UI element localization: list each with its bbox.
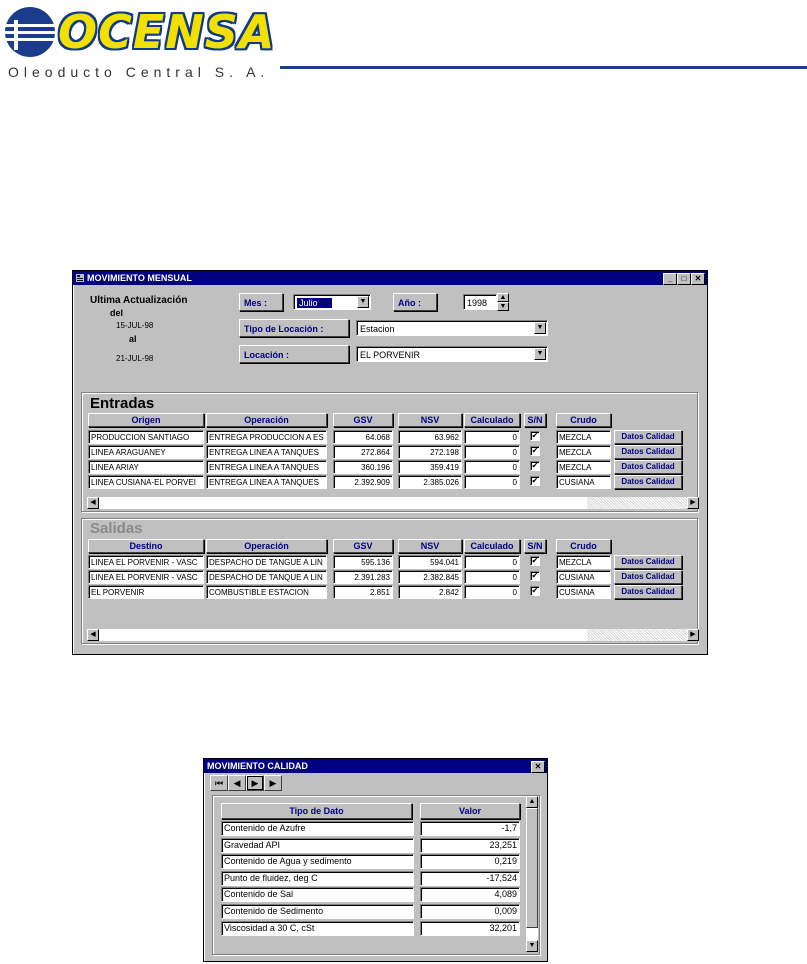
mes-select[interactable] [293, 294, 371, 310]
column-header[interactable]: Operación [206, 539, 327, 553]
salidas-title: Salidas [90, 520, 143, 537]
close-button[interactable]: ✕ [691, 273, 705, 285]
scroll-right-icon[interactable]: ▶ [687, 497, 699, 509]
quality-type-cell[interactable]: Gravedad API [221, 838, 414, 853]
table-cell-nsv[interactable]: 594.041 [398, 555, 462, 569]
table-cell-a[interactable]: LINEA EL PORVENIR - VASC [88, 570, 204, 584]
sn-checkbox[interactable]: ✔ [531, 461, 539, 470]
locacion-select[interactable] [356, 346, 548, 362]
scroll-thumb[interactable] [587, 497, 687, 509]
table-cell-a[interactable]: EL PORVENIR [88, 585, 204, 599]
table-cell-calc[interactable]: 0 [464, 475, 520, 489]
first-record-icon[interactable]: ⏮ [210, 775, 228, 791]
column-header-valor[interactable]: Valor [420, 803, 520, 819]
table-cell-calc[interactable]: 0 [464, 430, 520, 444]
maximize-button[interactable]: □ [677, 273, 691, 285]
ultima-actualizacion-label: Ultima Actualización [90, 295, 188, 306]
quality-type-cell[interactable]: Contenido de Agua y sedimento [221, 854, 414, 869]
ocensa-globe-logo [4, 6, 56, 58]
table-cell-calc[interactable]: 0 [464, 460, 520, 474]
sn-checkbox[interactable]: ✔ [531, 556, 539, 565]
table-cell-gsv[interactable]: 64.068 [333, 430, 393, 444]
scroll-right-icon[interactable]: ▶ [687, 629, 699, 641]
table-cell-a[interactable]: LINEA ARIAY [88, 460, 204, 474]
column-header[interactable]: Destino [88, 539, 204, 553]
table-cell-gsv[interactable]: 2.851 [333, 585, 393, 599]
table-cell-b[interactable]: ENTREGA PRODUCCION A ES [206, 430, 327, 444]
spin-up-icon[interactable]: ▲ [497, 293, 509, 302]
table-cell-b[interactable]: ENTREGA LINEA A TANQUES [206, 475, 327, 489]
column-header[interactable]: Calculado [464, 539, 520, 553]
mes-label: Mes : [239, 293, 283, 311]
anio-input[interactable]: 1998 [463, 294, 497, 310]
quality-value-cell[interactable]: 32,201 [420, 921, 520, 936]
column-header[interactable]: GSV [333, 539, 393, 553]
minimize-button[interactable]: _ [663, 273, 677, 285]
form-icon [76, 274, 84, 282]
sn-checkbox[interactable]: ✔ [531, 571, 539, 580]
table-cell-calc[interactable]: 0 [464, 445, 520, 459]
datos-calidad-button[interactable]: Datos Calidad [614, 445, 682, 459]
record-navigator [210, 775, 310, 791]
calidad-vscrollbar[interactable] [526, 796, 538, 952]
quality-value-cell[interactable]: 0,009 [420, 904, 520, 919]
datos-calidad-button[interactable]: Datos Calidad [614, 460, 682, 474]
next-record-icon[interactable]: ▶ [246, 775, 264, 791]
column-header[interactable]: S/N [524, 413, 546, 427]
quality-value-cell[interactable]: -17,524 [420, 871, 520, 886]
table-cell-crudo[interactable]: CUSIANA [556, 570, 611, 584]
table-cell-crudo[interactable]: MEZCLA [556, 430, 611, 444]
table-cell-b[interactable]: COMBUSTIBLE ESTACION [206, 585, 327, 599]
quality-type-cell[interactable]: Contenido de Sal [221, 887, 414, 902]
column-header-tipo[interactable]: Tipo de Dato [221, 803, 412, 819]
table-cell-a[interactable]: LINEA ARAGUANEY [88, 445, 204, 459]
chevron-down-icon[interactable]: ▼ [534, 348, 546, 360]
chevron-down-icon[interactable]: ▼ [357, 296, 369, 308]
company-subtitle: Oleoducto Central S. A. [8, 64, 270, 80]
quality-value-cell[interactable]: 0,219 [420, 854, 520, 869]
al-date: 21-JUL-98 [116, 354, 154, 363]
table-cell-gsv[interactable]: 595.136 [333, 555, 393, 569]
column-header[interactable]: Crudo [556, 413, 611, 427]
table-cell-gsv[interactable]: 2.392.909 [333, 475, 393, 489]
calidad-titlebar [204, 759, 547, 773]
table-cell-calc[interactable]: 0 [464, 555, 520, 569]
table-cell-crudo[interactable]: MEZCLA [556, 460, 611, 474]
entradas-hscrollbar[interactable] [87, 497, 699, 509]
sn-checkbox[interactable]: ✔ [531, 446, 539, 455]
tipo-locacion-label: Tipo de Locación : [239, 319, 349, 337]
prev-record-icon[interactable]: ◀ [228, 775, 246, 791]
scroll-down-icon[interactable]: ▼ [526, 940, 538, 952]
scroll-thumb[interactable] [587, 629, 687, 641]
quality-type-cell[interactable]: Viscosidad a 30 C, cSt [221, 921, 414, 936]
sn-checkbox[interactable]: ✔ [531, 586, 539, 595]
mensual-title: MOVIMIENTO MENSUAL [87, 273, 192, 283]
mensual-titlebar [73, 271, 707, 285]
quality-type-cell[interactable]: Contenido de Azufre [221, 821, 414, 836]
salidas-hscrollbar[interactable] [87, 629, 699, 641]
quality-type-cell[interactable]: Punto de fluidez, deg C [221, 871, 414, 886]
scroll-track[interactable] [99, 497, 687, 509]
movimiento-calidad-window [203, 758, 548, 962]
ocensa-wordmark: OCENSA [58, 5, 276, 59]
scroll-track[interactable] [526, 808, 538, 940]
column-header[interactable]: S/N [524, 539, 546, 553]
scroll-thumb[interactable] [526, 808, 538, 928]
quality-value-cell[interactable]: 4,089 [420, 887, 520, 902]
datos-calidad-button[interactable]: Datos Calidad [614, 585, 682, 599]
table-cell-gsv[interactable]: 360.196 [333, 460, 393, 474]
column-header[interactable]: Calculado [464, 413, 520, 427]
table-cell-b[interactable]: DESPACHO DE TANQUE A LIN [206, 570, 327, 584]
table-cell-calc[interactable]: 0 [464, 570, 520, 584]
table-cell-gsv[interactable]: 2.391.283 [333, 570, 393, 584]
entradas-title: Entradas [90, 395, 155, 412]
close-button[interactable]: ✕ [531, 761, 545, 773]
movimiento-mensual-window [72, 270, 708, 655]
table-cell-a[interactable]: LINEA CUSIANA-EL PORVEI [88, 475, 204, 489]
column-header[interactable]: Crudo [556, 539, 611, 553]
quality-value-cell[interactable]: -1,7 [420, 821, 520, 836]
scroll-left-icon[interactable]: ◀ [87, 497, 99, 509]
table-cell-nsv[interactable]: 359.419 [398, 460, 462, 474]
locacion-value: EL PORVENIR [360, 350, 421, 360]
table-cell-a[interactable]: LINEA EL PORVENIR - VASC [88, 555, 204, 569]
datos-calidad-button[interactable]: Datos Calidad [614, 430, 682, 444]
table-cell-nsv[interactable]: 63.962 [398, 430, 462, 444]
al-label: al [129, 334, 137, 344]
table-cell-b[interactable]: ENTREGA LINEA A TANQUES [206, 445, 327, 459]
last-record-icon[interactable]: ▶ [264, 775, 282, 791]
table-cell-nsv[interactable]: 2.385.026 [398, 475, 462, 489]
table-cell-crudo[interactable]: MEZCLA [556, 445, 611, 459]
table-cell-crudo[interactable]: CUSIANA [556, 475, 611, 489]
sn-checkbox[interactable]: ✔ [531, 431, 539, 440]
table-cell-crudo[interactable]: CUSIANA [556, 585, 611, 599]
table-cell-crudo[interactable]: MEZCLA [556, 555, 611, 569]
quality-value-cell[interactable]: 23,251 [420, 838, 520, 853]
tipo-locacion-select[interactable] [356, 320, 548, 336]
spin-down-icon[interactable]: ▼ [497, 302, 509, 311]
table-cell-b[interactable]: DESPACHO DE TANGUE A LIN [206, 555, 327, 569]
datos-calidad-button[interactable]: Datos Calidad [614, 475, 682, 489]
table-cell-nsv[interactable]: 272.198 [398, 445, 462, 459]
column-header[interactable]: Origen [88, 413, 204, 427]
column-header[interactable]: NSV [398, 539, 462, 553]
scroll-up-icon[interactable]: ▲ [526, 796, 538, 808]
sn-checkbox[interactable]: ✔ [531, 476, 539, 485]
scroll-left-icon[interactable]: ◀ [87, 629, 99, 641]
anio-spinner[interactable] [497, 293, 509, 311]
mes-value: Julio [297, 298, 332, 308]
tipo-locacion-value: Estacion [360, 324, 395, 334]
del-label: del [110, 308, 124, 318]
table-cell-nsv[interactable]: 2.842 [398, 585, 462, 599]
locacion-label: Locación : [239, 345, 349, 363]
table-cell-calc[interactable]: 0 [464, 585, 520, 599]
table-cell-nsv[interactable]: 2.382.845 [398, 570, 462, 584]
datos-calidad-button[interactable]: Datos Calidad [614, 570, 682, 584]
chevron-down-icon[interactable]: ▼ [534, 322, 546, 334]
column-header[interactable]: NSV [398, 413, 462, 427]
datos-calidad-button[interactable]: Datos Calidad [614, 555, 682, 569]
table-cell-gsv[interactable]: 272.864 [333, 445, 393, 459]
column-header[interactable]: Operación [206, 413, 327, 427]
del-date: 15-JUL-98 [116, 321, 154, 330]
scroll-track[interactable] [99, 629, 687, 641]
table-cell-a[interactable]: PRODUCCION SANTIAGO [88, 430, 204, 444]
quality-type-cell[interactable]: Contenido de Sedimento [221, 904, 414, 919]
header-rule [280, 66, 807, 69]
column-header[interactable]: GSV [333, 413, 393, 427]
table-cell-b[interactable]: ENTREGA LINEA A TANQUES [206, 460, 327, 474]
calidad-title: MOVIMIENTO CALIDAD [207, 761, 308, 771]
anio-label: Año : [393, 293, 437, 311]
